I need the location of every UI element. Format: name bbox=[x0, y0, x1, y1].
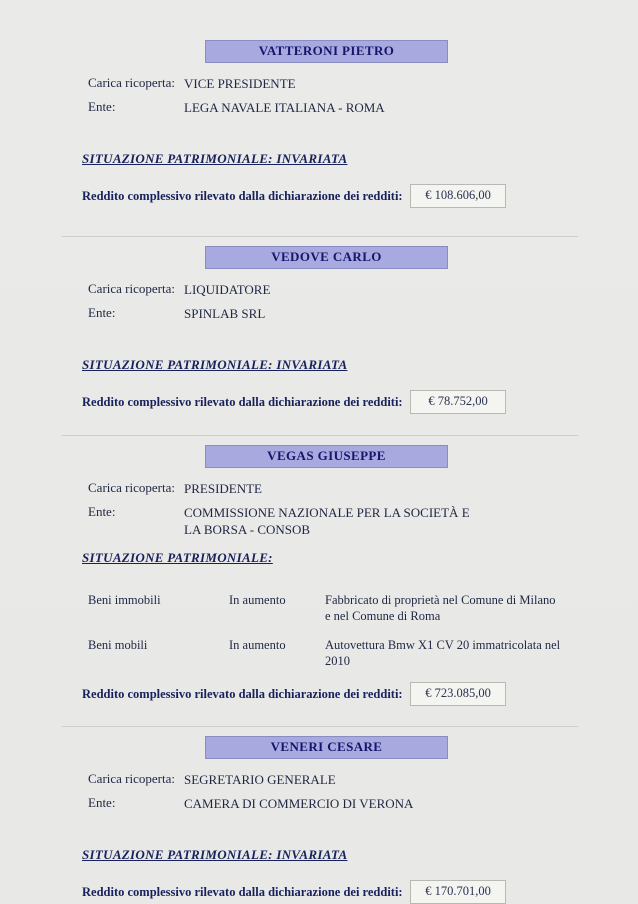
ente-row bbox=[88, 504, 638, 538]
situazione-heading: SITUAZIONE PATRIMONIALE: INVARIATA bbox=[82, 357, 348, 372]
carica-row bbox=[88, 75, 638, 92]
assets-table bbox=[88, 592, 638, 669]
ente-value: CAMERA DI COMMERCIO DI VERONA bbox=[184, 796, 414, 811]
person-name-header bbox=[205, 445, 448, 468]
ente-row bbox=[88, 99, 638, 116]
info-block bbox=[88, 480, 638, 538]
asset-row bbox=[88, 592, 638, 624]
person-name-header bbox=[205, 246, 448, 269]
asset-type: Beni immobili bbox=[88, 593, 161, 607]
reddito-amount-box: € 723.085,00 bbox=[410, 682, 506, 706]
asset-description: Fabbricato di proprietà nel Comune di Milano e nel Comune di Roma bbox=[325, 593, 556, 623]
person-name-header bbox=[205, 40, 448, 63]
reddito-label: Reddito complessivo rilevato dalla dichiarazione dei redditi: bbox=[82, 686, 403, 701]
ente-row bbox=[88, 305, 638, 322]
person-name: VATTERONI PIETRO bbox=[258, 43, 395, 58]
carica-label: Carica ricoperta: bbox=[88, 480, 175, 495]
reddito-label: Reddito complessivo rilevato dalla dichiarazione dei redditi: bbox=[82, 188, 403, 203]
info-block bbox=[88, 281, 638, 322]
asset-variation: In aumento bbox=[229, 638, 286, 652]
person-name: VEDOVE CARLO bbox=[271, 249, 382, 264]
situazione-heading: SITUAZIONE PATRIMONIALE: INVARIATA bbox=[82, 151, 348, 166]
reddito-amount-box: € 108.606,00 bbox=[410, 184, 506, 208]
asset-row bbox=[88, 637, 638, 669]
carica-label: Carica ricoperta: bbox=[88, 281, 175, 296]
reddito-amount-box: € 78.752,00 bbox=[410, 390, 506, 414]
carica-value: PRESIDENTE bbox=[184, 481, 262, 496]
reddito-row bbox=[82, 390, 638, 414]
reddito-row bbox=[82, 184, 638, 208]
ente-value: LEGA NAVALE ITALIANA - ROMA bbox=[184, 100, 385, 115]
ente-label: Ente: bbox=[88, 99, 116, 114]
declaration-section bbox=[0, 236, 638, 435]
reddito-row bbox=[82, 880, 638, 904]
carica-value: SEGRETARIO GENERALE bbox=[184, 772, 336, 787]
situazione-heading: SITUAZIONE PATRIMONIALE: bbox=[82, 550, 273, 565]
asset-description: Autovettura Bmw X1 CV 20 immatricolata nel 2010 bbox=[325, 638, 561, 668]
reddito-label: Reddito complessivo rilevato dalla dichiarazione dei redditi: bbox=[82, 394, 403, 409]
ente-value: SPINLAB SRL bbox=[184, 306, 266, 321]
section-divider bbox=[62, 726, 578, 727]
ente-value: COMMISSIONE NAZIONALE PER LA SOCIETÀ E LA BORSA - CONSOB bbox=[184, 505, 470, 537]
reddito-label: Reddito complessivo rilevato dalla dichiarazione dei redditi: bbox=[82, 884, 403, 899]
reddito-amount-box: € 170.701,00 bbox=[410, 880, 506, 904]
ente-label: Ente: bbox=[88, 795, 116, 810]
carica-value: VICE PRESIDENTE bbox=[184, 76, 296, 91]
carica-row bbox=[88, 281, 638, 298]
ente-label: Ente: bbox=[88, 305, 116, 320]
ente-row bbox=[88, 795, 638, 812]
person-name: VEGAS GIUSEPPE bbox=[267, 448, 386, 463]
carica-label: Carica ricoperta: bbox=[88, 771, 175, 786]
info-block bbox=[88, 771, 638, 812]
declaration-section bbox=[0, 435, 638, 726]
asset-type: Beni mobili bbox=[88, 638, 148, 652]
person-name: VENERI CESARE bbox=[270, 739, 383, 754]
carica-value: LIQUIDATORE bbox=[184, 282, 271, 297]
person-name-header bbox=[205, 736, 448, 759]
carica-row bbox=[88, 480, 638, 497]
declaration-section bbox=[0, 726, 638, 904]
situazione-heading: SITUAZIONE PATRIMONIALE: INVARIATA bbox=[82, 847, 348, 862]
reddito-row bbox=[82, 682, 638, 706]
section-divider bbox=[62, 236, 578, 237]
declaration-section bbox=[0, 40, 638, 236]
asset-variation: In aumento bbox=[229, 593, 286, 607]
info-block bbox=[88, 75, 638, 116]
carica-row bbox=[88, 771, 638, 788]
carica-label: Carica ricoperta: bbox=[88, 75, 175, 90]
ente-label: Ente: bbox=[88, 504, 116, 519]
section-divider bbox=[62, 435, 578, 436]
